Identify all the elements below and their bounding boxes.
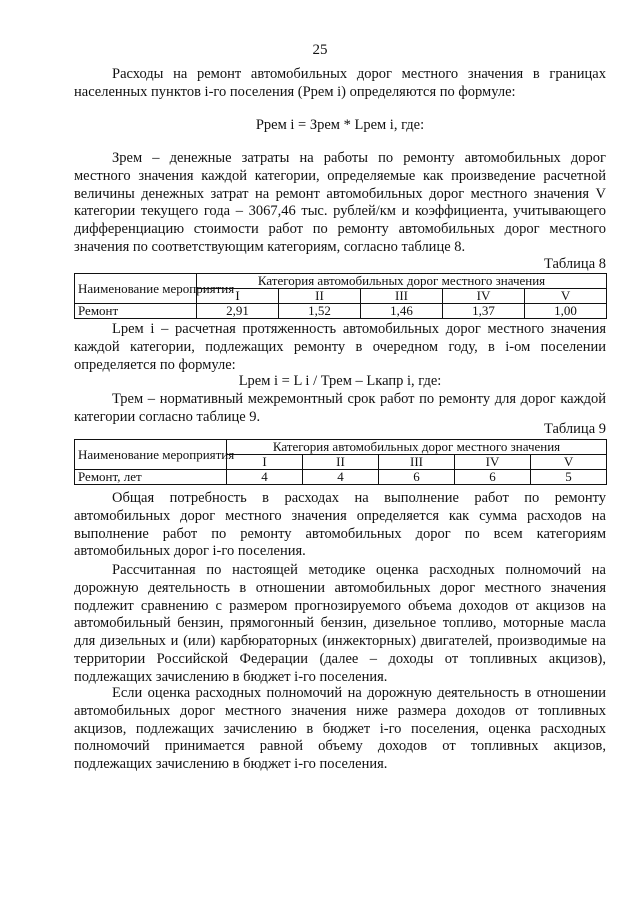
table9-category: IV [455,455,531,470]
formula-repair-length: Lрем i = L i / Трем – Lкапр i, где: [238,373,442,389]
formula-repair-cost: Ррем i = Зрем * Lрем i, где: [255,117,425,133]
table9-category: III [379,455,455,470]
paragraph-interval-definition: Трем – нормативный межремонтный срок работ по ремонту для дорог каждой категории согласно таблице 9. [74,391,606,425]
table8-category: IV [443,289,525,304]
table8-value: 1,00 [525,304,607,319]
paragraph-cost-definition: Зрем – денежные затраты на работы по ремонту автомобильных дорог местного значения каждой категории, определяемые как произведение расчетной величины денежных затрат на ремонт автомобильных дорог местного значения V категории текущего года – 3067,46 тыс. рублей/км и коэффициента, учитывающего дифференциацию стоимости работ по ремонту автомобильных дорог местного значения по соответствующим категориям, согласно таблице 8. [74,150,606,255]
table8 [74,273,607,319]
table8-value: 1,37 [443,304,525,319]
table8-category: V [525,289,607,304]
table9-value: 6 [379,470,455,485]
table8-category: III [361,289,443,304]
table8-row-label: Ремонт [75,304,197,319]
table9-group-header: Категория автомобильных дорог местного значения [227,440,607,455]
table9-category: I [227,455,303,470]
table9-value: 5 [531,470,607,485]
table8-category: I [197,289,279,304]
table8-category: II [279,289,361,304]
paragraph-comparison: Рассчитанная по настоящей методике оценка расходных полномочий на дорожную деятельность в отношении автомобильных дорог местного значения подлежит сравнению с размером прогнозируемого объема доходов от акцизов на автомобильный бензин, прямогонный бензин, дизельное топливо, моторные масла для дизельных и (или) карбюраторных (инжекторных) двигателей, производимые на территории Российской Федерации (далее – доходы от топливных акцизов), подлежащих зачислению в бюджет i-го поселения. [74,562,606,685]
table9 [74,439,607,485]
table8-value: 1,52 [279,304,361,319]
table8-value: 1,46 [361,304,443,319]
table8-group-header: Категория автомобильных дорог местного значения [197,274,607,289]
table9-category: II [303,455,379,470]
table9-value: 4 [227,470,303,485]
table8-value: 2,91 [197,304,279,319]
table-row [75,304,607,319]
table-row [75,470,607,485]
table9-caption: Таблица 9 [543,421,606,437]
table9-category: V [531,455,607,470]
table8-caption: Таблица 8 [543,256,606,272]
table9-col1-header: Наименование мероприятия [75,440,227,470]
table9-row-label: Ремонт, лет [75,470,227,485]
page-number: 25 [312,42,328,58]
paragraph-total-need: Общая потребность в расходах на выполнение работ по ремонту автомобильных дорог местного значения определяется как сумма расходов на выполнение работ по ремонту автомобильных дорог по всем категориям автомобильных дорог i-го поселения. [74,490,606,560]
paragraph-length-definition: Lрем i – расчетная протяженность автомобильных дорог местного значения каждой категории, подлежащих ремонту в очередном году, в i-ом поселении определяется по формуле: [74,321,606,373]
paragraph-equal-rule: Если оценка расходных полномочий на дорожную деятельность в отношении автомобильных дорог местного значения ниже размера доходов от топливных акцизов, подлежащих зачислению в бюджет i-го поселения, оценка расходных полномочий принимается равной объему доходов от топливных акцизов, подлежащих зачислению в бюджет i-го поселения. [74,685,606,773]
table8-col1-header: Наименование мероприятия [75,274,197,304]
paragraph-intro: Расходы на ремонт автомобильных дорог местного значения в границах населенных пунктов i-го поселения (Ррем i) определяются по формуле: [74,66,606,100]
table9-value: 4 [303,470,379,485]
table9-value: 6 [455,470,531,485]
